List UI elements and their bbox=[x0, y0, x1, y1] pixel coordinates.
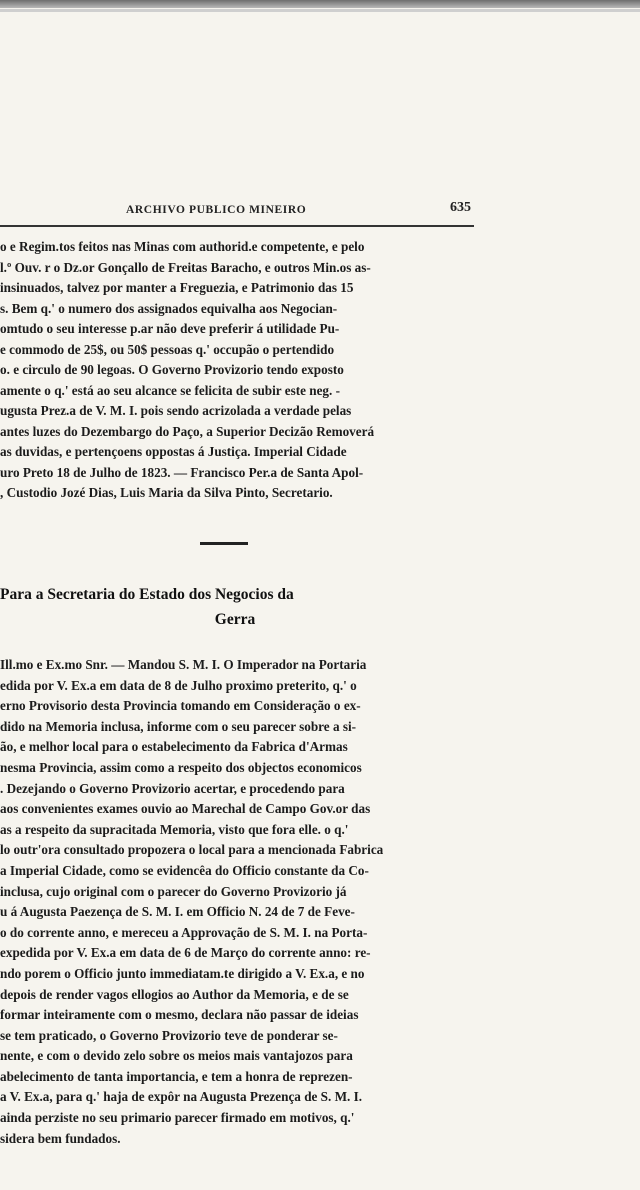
text-line: . Dezejando o Governo Provizorio acertar, e procedendo para bbox=[0, 780, 345, 796]
text-line: amente o q.' está ao seu alcance se felicita de subir este neg. - bbox=[0, 382, 341, 398]
text-line: , Custodio Jozé Dias, Luis Maria da Silva Pinto, Secretario. bbox=[0, 485, 333, 500]
text-line: Ill.mo e Ex.mo Snr. — Mandou S. M. I. O Imperador na Portaria bbox=[0, 657, 367, 672]
running-head-title: ARCHIVO PUBLICO MINEIRO bbox=[126, 204, 307, 216]
text-line: erno Provisorio desta Provincia tomando em Consideração o ex- bbox=[0, 698, 361, 714]
scan-top-border-shadow bbox=[0, 9, 640, 12]
text-line: inclusa, cujo original com o parecer do Governo Provizorio já bbox=[0, 883, 347, 899]
text-line: as a respeito da supracitada Memoria, visto que fora elle. o q.' bbox=[0, 821, 349, 837]
section-heading bbox=[0, 582, 470, 632]
page-number: 635 bbox=[450, 200, 471, 215]
text-line: s. Bem q.' o numero dos assignados equivalha aos Negocian- bbox=[0, 300, 338, 316]
text-line: expedida por V. Ex.a em data de 6 de Março do corrente anno: re- bbox=[0, 945, 371, 961]
text-line: abelecimento de tanta importancia, e tem a honra de reprezen- bbox=[0, 1068, 353, 1084]
text-line: u á Augusta Paezença de S. M. I. em Officio N. 24 de 7 de Feve- bbox=[0, 904, 355, 920]
letter-closing-paragraph bbox=[0, 237, 464, 504]
text-line: lo outr'ora consultado propozera o local para a mencionada Fabrica bbox=[0, 842, 384, 858]
header-rule bbox=[0, 225, 474, 227]
text-line: ainda perziste no seu primario parecer firmado em motivos, q.' bbox=[0, 1110, 355, 1126]
text-line: ugusta Prez.a de V. M. I. pois sendo acrizolada a verdade pelas bbox=[0, 403, 352, 418]
text-line: l.º Ouv. r o Dz.or Gonçallo de Freitas Baracho, e outros Min.os as- bbox=[0, 259, 371, 275]
text-line: o do corrente anno, e mereceu a Approvação de S. M. I. na Porta- bbox=[0, 924, 368, 940]
text-line: depois de render vagos ellogios ao Author da Memoria, e de se bbox=[0, 986, 349, 1002]
text-line: edida por V. Ex.a em data de 8 de Julho proximo preterito, q.' o bbox=[0, 677, 357, 693]
text-line: as duvidas, e pertençoens oppostas á Justiça. Imperial Cidade bbox=[0, 444, 347, 459]
section-heading-line-1: Para a Secretaria do Estado dos Negocios da bbox=[0, 586, 294, 603]
text-line: aos convenientes exames ouvio ao Marechal de Campo Gov.or das bbox=[0, 801, 371, 817]
section-separator bbox=[200, 542, 248, 545]
text-line: a Imperial Cidade, como se evidencêa do Officio constante da Co- bbox=[0, 862, 369, 878]
text-line: ão, e melhor local para o estabelecimento da Fabrica d'Armas bbox=[0, 739, 348, 755]
text-line: dido na Memoria inclusa, informe com o seu parecer sobre a si- bbox=[0, 718, 357, 734]
text-line: e commodo de 25$, ou 50$ pessoas q.' occupão o pertendido bbox=[0, 341, 335, 357]
text-line: insinuados, talvez por manter a Freguezia, e Patrimonio das 15 bbox=[0, 280, 354, 295]
text-line: se tem praticado, o Governo Provizorio teve de ponderar se- bbox=[0, 1027, 338, 1043]
section-heading-line-2: Gerra bbox=[214, 611, 256, 628]
text-line: nente, e com o devido zelo sobre os meios mais vantajozos para bbox=[0, 1048, 353, 1064]
text-line: formar inteiramente com o mesmo, declara não passar de ideias bbox=[0, 1007, 359, 1023]
text-line: nesma Provincia, assim como a respeito dos objectos economicos bbox=[0, 759, 362, 775]
text-line: sidera bem fundados. bbox=[0, 1130, 121, 1146]
text-line: o e Regim.tos feitos nas Minas com authorid.e competente, e pelo bbox=[0, 239, 365, 254]
text-line: ndo porem o Officio junto immediatam.te dirigido a V. Ex.a, e no bbox=[0, 965, 365, 981]
text-line: uro Preto 18 de Julho de 1823. — Francisco Per.a de Santa Apol- bbox=[0, 464, 364, 480]
text-line: a V. Ex.a, para q.' haja de expôr na Augusta Prezença de S. M. I. bbox=[0, 1089, 363, 1105]
text-line: o. e circulo de 90 legoas. O Governo Provizorio tendo exposto bbox=[0, 362, 344, 377]
text-line: antes luzes do Dezembargo do Paço, a Superior Decizão Removerá bbox=[0, 423, 375, 439]
text-line: omtudo o seu interesse p.ar não deve preferir á utilidade Pu- bbox=[0, 321, 340, 336]
letter-body-paragraph bbox=[0, 655, 464, 1149]
scan-top-border bbox=[0, 0, 640, 8]
